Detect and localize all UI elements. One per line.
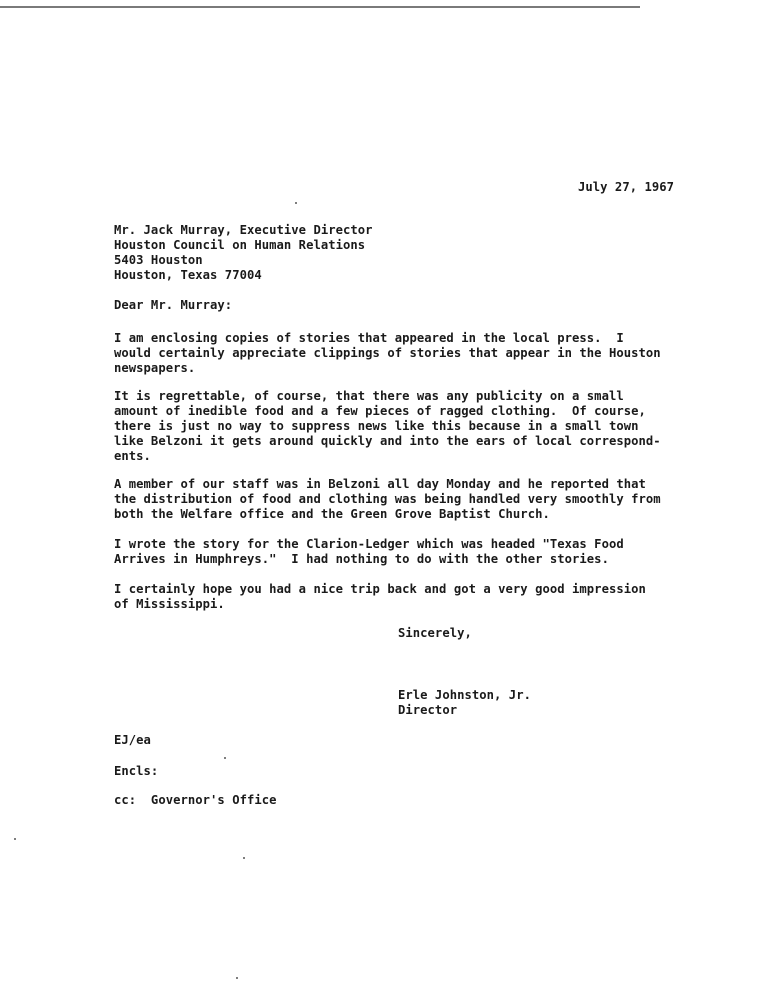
scan-speck xyxy=(243,857,245,859)
scan-speck xyxy=(236,977,238,979)
recipient-line: Mr. Jack Murray, Executive Director xyxy=(114,223,373,237)
paragraph-line: ents. xyxy=(114,449,151,463)
paragraph-line: would certainly appreciate clippings of stories that appear in the Houston xyxy=(114,346,661,360)
signer-title: Director xyxy=(398,703,458,717)
paragraph-line: Arrives in Humphreys." I had nothing to do with the other stories. xyxy=(114,552,609,566)
recipient-line: 5403 Houston xyxy=(114,253,203,267)
complimentary-close: Sincerely, xyxy=(398,626,472,640)
paragraph-line: I certainly hope you had a nice trip back and got a very good impression xyxy=(114,582,646,596)
salutation: Dear Mr. Murray: xyxy=(114,298,233,312)
letter-date: July 27, 1967 xyxy=(578,180,675,194)
paragraph-line: like Belzoni it gets around quickly and into the ears of local correspond- xyxy=(114,434,661,448)
paragraph-line: there is just no way to suppress news like this because in a small town xyxy=(114,419,639,433)
reference-initials: EJ/ea xyxy=(114,733,151,747)
scan-speck xyxy=(14,838,16,840)
paragraph-line: It is regrettable, of course, that there was any publicity on a small xyxy=(114,389,624,403)
paragraph-line: I wrote the story for the Clarion-Ledger which was headed "Texas Food xyxy=(114,537,624,551)
scan-speck xyxy=(224,757,226,759)
carbon-copy-note: cc: Governor's Office xyxy=(114,793,277,807)
enclosures-note: Encls: xyxy=(114,764,159,778)
paragraph-line: amount of inedible food and a few pieces of ragged clothing. Of course, xyxy=(114,404,646,418)
paragraph-line: both the Welfare office and the Green Grove Baptist Church. xyxy=(114,507,550,521)
paragraph-line: newspapers. xyxy=(114,361,196,375)
recipient-line: Houston, Texas 77004 xyxy=(114,268,262,282)
paragraph-line: A member of our staff was in Belzoni all day Monday and he reported that xyxy=(114,477,646,491)
paragraph-line: the distribution of food and clothing was being handled very smoothly from xyxy=(114,492,661,506)
signer-name: Erle Johnston, Jr. xyxy=(398,688,531,702)
paragraph-line: I am enclosing copies of stories that appeared in the local press. I xyxy=(114,331,624,345)
recipient-line: Houston Council on Human Relations xyxy=(114,238,366,252)
paragraph-line: of Mississippi. xyxy=(114,597,225,611)
scan-speck xyxy=(295,202,297,204)
